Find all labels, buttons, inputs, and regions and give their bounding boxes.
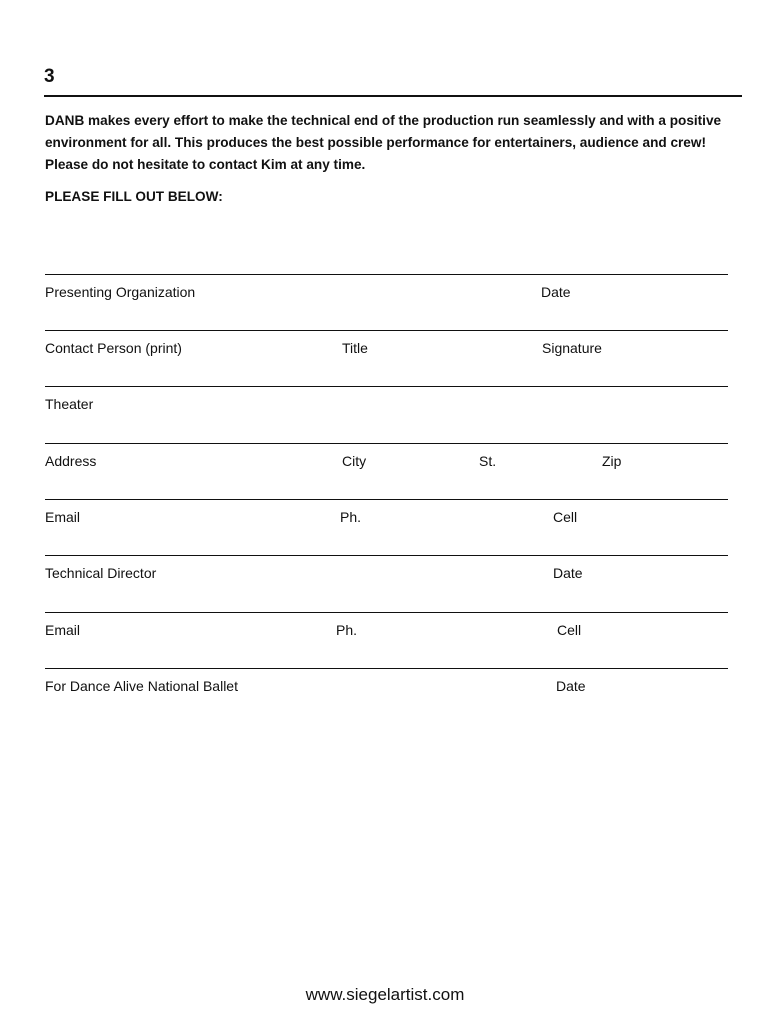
intro-paragraph: DANB makes every effort to make the technical end of the production run seamlessly and with a positive environment for all. This produces the best possible performance for entertainers, audience and crew! Please do not hesitate to contact Kim at any time.	[45, 113, 722, 172]
signature-line[interactable]	[45, 555, 728, 556]
email-label: Email	[45, 509, 81, 525]
header-rule	[44, 95, 742, 97]
form-row-email	[45, 499, 728, 529]
date-label: Date	[553, 565, 583, 581]
fill-out-heading: PLEASE FILL OUT BELOW:	[45, 189, 223, 204]
form-row-presenting-organization	[45, 274, 728, 304]
phone-label: Ph.	[336, 622, 358, 638]
signature-line[interactable]	[45, 668, 728, 669]
signature-line[interactable]	[45, 330, 728, 331]
page-number: 3	[44, 66, 55, 87]
phone-label: Ph.	[340, 509, 362, 525]
footer-website: www.siegelartist.com	[305, 985, 465, 1004]
dance-alive-label: For Dance Alive National Ballet	[45, 678, 238, 694]
title-label: Title	[342, 340, 368, 356]
cell-label: Cell	[553, 509, 578, 525]
contact-person-label: Contact Person (print)	[45, 340, 182, 356]
theater-label: Theater	[45, 396, 94, 412]
signature-line[interactable]	[45, 443, 728, 444]
date-label: Date	[556, 678, 586, 694]
form-row-contact-person	[45, 330, 728, 360]
form-row-dance-alive	[45, 668, 728, 698]
form-row-td-email	[45, 612, 728, 642]
form-row-technical-director	[45, 555, 728, 585]
presenting-organization-label: Presenting Organization	[45, 284, 196, 300]
signature-line[interactable]	[45, 612, 728, 613]
form-row-theater	[45, 386, 728, 416]
signature-line[interactable]	[45, 274, 728, 275]
email-label: Email	[45, 622, 81, 638]
cell-label: Cell	[557, 622, 582, 638]
technical-director-label: Technical Director	[45, 565, 157, 581]
zip-label: Zip	[602, 453, 622, 469]
city-label: City	[342, 453, 367, 469]
address-label: Address	[45, 453, 97, 469]
signature-label: Signature	[542, 340, 602, 356]
form-row-address	[45, 443, 728, 473]
state-label: St.	[479, 453, 497, 469]
signature-line[interactable]	[45, 499, 728, 500]
signature-line[interactable]	[45, 386, 728, 387]
date-label: Date	[541, 284, 571, 300]
